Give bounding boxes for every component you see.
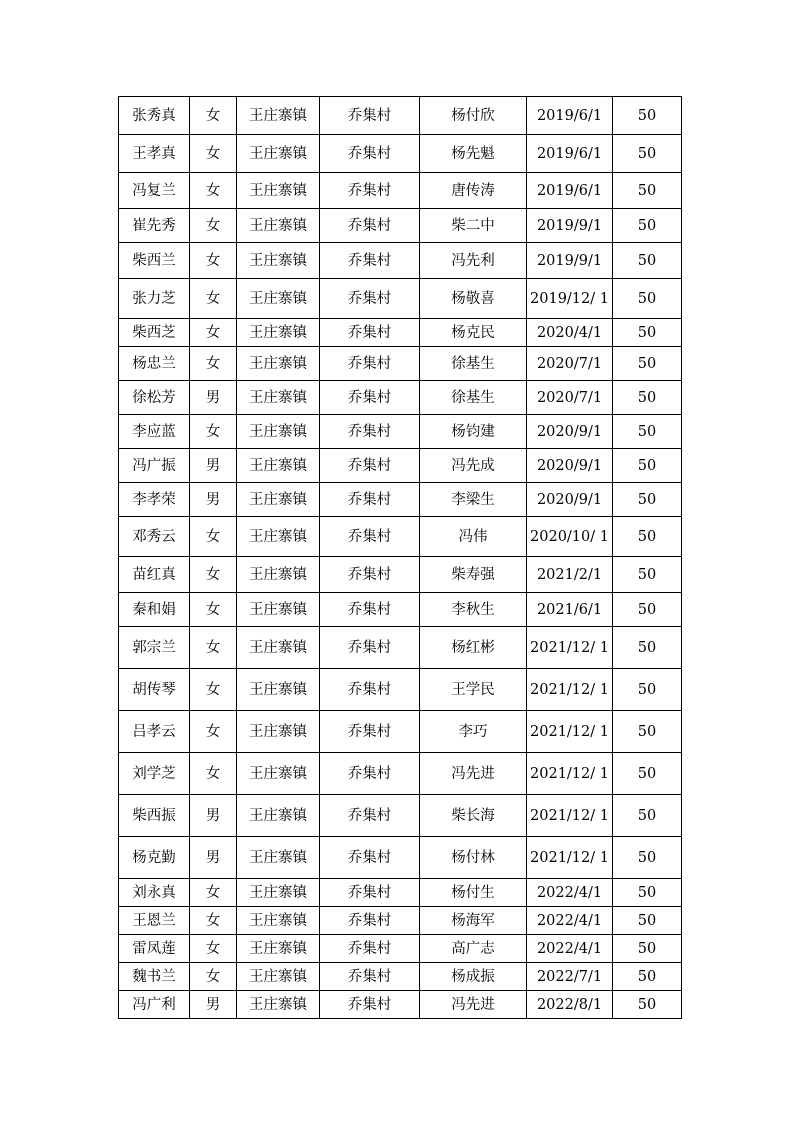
date-cell: 2019/9/1 [527, 243, 613, 279]
village-cell: 乔集村 [320, 837, 420, 879]
date-cell: 2020/9/1 [527, 415, 613, 449]
date-cell: 2021/12/ 1 [527, 753, 613, 795]
name-cell: 冯广振 [119, 449, 190, 483]
town-cell: 王庄寨镇 [237, 627, 320, 669]
town-cell: 王庄寨镇 [237, 753, 320, 795]
village-cell: 乔集村 [320, 347, 420, 381]
town-cell: 王庄寨镇 [237, 279, 320, 319]
town-cell: 王庄寨镇 [237, 935, 320, 963]
gender-cell: 女 [190, 319, 237, 347]
payer-cell: 杨红彬 [420, 627, 527, 669]
payer-cell: 杨付林 [420, 837, 527, 879]
village-cell: 乔集村 [320, 669, 420, 711]
town-cell: 王庄寨镇 [237, 449, 320, 483]
payer-cell: 杨成振 [420, 963, 527, 991]
amount-cell: 50 [613, 517, 682, 557]
village-cell: 乔集村 [320, 963, 420, 991]
name-cell: 张力芝 [119, 279, 190, 319]
name-cell: 崔先秀 [119, 209, 190, 243]
amount-cell: 50 [613, 173, 682, 209]
date-cell: 2022/4/1 [527, 935, 613, 963]
name-cell: 刘学芝 [119, 753, 190, 795]
payer-cell: 冯先利 [420, 243, 527, 279]
village-cell: 乔集村 [320, 279, 420, 319]
gender-cell: 女 [190, 517, 237, 557]
town-cell: 王庄寨镇 [237, 963, 320, 991]
table-row [119, 593, 682, 627]
gender-cell: 女 [190, 243, 237, 279]
town-cell: 王庄寨镇 [237, 795, 320, 837]
name-cell: 杨克勤 [119, 837, 190, 879]
gender-cell: 女 [190, 753, 237, 795]
village-cell: 乔集村 [320, 209, 420, 243]
village-cell: 乔集村 [320, 415, 420, 449]
village-cell: 乔集村 [320, 557, 420, 593]
town-cell: 王庄寨镇 [237, 173, 320, 209]
gender-cell: 男 [190, 483, 237, 517]
town-cell: 王庄寨镇 [237, 879, 320, 907]
name-cell: 冯复兰 [119, 173, 190, 209]
payer-cell: 杨付欣 [420, 97, 527, 135]
date-cell: 2021/12/ 1 [527, 669, 613, 711]
gender-cell: 女 [190, 593, 237, 627]
town-cell: 王庄寨镇 [237, 593, 320, 627]
date-cell: 2022/8/1 [527, 991, 613, 1019]
amount-cell: 50 [613, 243, 682, 279]
date-cell: 2020/7/1 [527, 347, 613, 381]
table-row [119, 483, 682, 517]
payer-cell: 高广志 [420, 935, 527, 963]
gender-cell: 女 [190, 173, 237, 209]
amount-cell: 50 [613, 593, 682, 627]
gender-cell: 女 [190, 935, 237, 963]
date-cell: 2019/6/1 [527, 135, 613, 173]
gender-cell: 女 [190, 669, 237, 711]
village-cell: 乔集村 [320, 517, 420, 557]
table-row [119, 279, 682, 319]
name-cell: 李孝荣 [119, 483, 190, 517]
town-cell: 王庄寨镇 [237, 483, 320, 517]
table-row [119, 907, 682, 935]
town-cell: 王庄寨镇 [237, 243, 320, 279]
amount-cell: 50 [613, 209, 682, 243]
name-cell: 秦和娟 [119, 593, 190, 627]
date-cell: 2021/12/ 1 [527, 627, 613, 669]
table-row [119, 935, 682, 963]
table-row [119, 517, 682, 557]
date-cell: 2022/4/1 [527, 879, 613, 907]
gender-cell: 女 [190, 415, 237, 449]
date-cell: 2022/4/1 [527, 907, 613, 935]
payer-cell: 杨海军 [420, 907, 527, 935]
table-row [119, 627, 682, 669]
payer-cell: 柴长海 [420, 795, 527, 837]
name-cell: 冯广利 [119, 991, 190, 1019]
village-cell: 乔集村 [320, 135, 420, 173]
amount-cell: 50 [613, 557, 682, 593]
name-cell: 李应蓝 [119, 415, 190, 449]
amount-cell: 50 [613, 381, 682, 415]
payer-cell: 冯先进 [420, 753, 527, 795]
town-cell: 王庄寨镇 [237, 135, 320, 173]
table-row [119, 879, 682, 907]
amount-cell: 50 [613, 963, 682, 991]
amount-cell: 50 [613, 449, 682, 483]
village-cell: 乔集村 [320, 243, 420, 279]
table-row [119, 837, 682, 879]
payer-cell: 杨先魁 [420, 135, 527, 173]
date-cell: 2020/9/1 [527, 449, 613, 483]
date-cell: 2022/7/1 [527, 963, 613, 991]
amount-cell: 50 [613, 483, 682, 517]
name-cell: 徐松芳 [119, 381, 190, 415]
payer-cell: 徐基生 [420, 381, 527, 415]
amount-cell: 50 [613, 347, 682, 381]
records-table [118, 96, 682, 1019]
date-cell: 2020/4/1 [527, 319, 613, 347]
town-cell: 王庄寨镇 [237, 319, 320, 347]
village-cell: 乔集村 [320, 935, 420, 963]
amount-cell: 50 [613, 907, 682, 935]
table-row [119, 243, 682, 279]
amount-cell: 50 [613, 669, 682, 711]
table-row [119, 173, 682, 209]
payer-cell: 冯先进 [420, 991, 527, 1019]
payer-cell: 柴寿强 [420, 557, 527, 593]
records-table-body [119, 97, 682, 1019]
village-cell: 乔集村 [320, 319, 420, 347]
amount-cell: 50 [613, 837, 682, 879]
town-cell: 王庄寨镇 [237, 991, 320, 1019]
name-cell: 柴西芝 [119, 319, 190, 347]
amount-cell: 50 [613, 415, 682, 449]
village-cell: 乔集村 [320, 97, 420, 135]
amount-cell: 50 [613, 627, 682, 669]
amount-cell: 50 [613, 795, 682, 837]
name-cell: 柴西兰 [119, 243, 190, 279]
date-cell: 2021/12/ 1 [527, 837, 613, 879]
payer-cell: 杨克民 [420, 319, 527, 347]
name-cell: 杨忠兰 [119, 347, 190, 381]
date-cell: 2020/7/1 [527, 381, 613, 415]
gender-cell: 女 [190, 907, 237, 935]
village-cell: 乔集村 [320, 449, 420, 483]
gender-cell: 女 [190, 135, 237, 173]
gender-cell: 女 [190, 711, 237, 753]
amount-cell: 50 [613, 279, 682, 319]
name-cell: 刘永真 [119, 879, 190, 907]
table-row [119, 795, 682, 837]
village-cell: 乔集村 [320, 593, 420, 627]
payer-cell: 冯伟 [420, 517, 527, 557]
payer-cell: 王学民 [420, 669, 527, 711]
village-cell: 乔集村 [320, 711, 420, 753]
village-cell: 乔集村 [320, 879, 420, 907]
name-cell: 郭宗兰 [119, 627, 190, 669]
table-row [119, 209, 682, 243]
town-cell: 王庄寨镇 [237, 347, 320, 381]
date-cell: 2019/6/1 [527, 173, 613, 209]
name-cell: 王恩兰 [119, 907, 190, 935]
gender-cell: 女 [190, 879, 237, 907]
payer-cell: 李秋生 [420, 593, 527, 627]
gender-cell: 女 [190, 97, 237, 135]
payer-cell: 杨钧建 [420, 415, 527, 449]
table-row [119, 711, 682, 753]
table-row [119, 991, 682, 1019]
date-cell: 2019/9/1 [527, 209, 613, 243]
payer-cell: 徐基生 [420, 347, 527, 381]
village-cell: 乔集村 [320, 381, 420, 415]
gender-cell: 女 [190, 627, 237, 669]
village-cell: 乔集村 [320, 753, 420, 795]
name-cell: 雷凤莲 [119, 935, 190, 963]
date-cell: 2020/9/1 [527, 483, 613, 517]
name-cell: 吕孝云 [119, 711, 190, 753]
name-cell: 柴西振 [119, 795, 190, 837]
town-cell: 王庄寨镇 [237, 415, 320, 449]
table-row [119, 97, 682, 135]
gender-cell: 女 [190, 557, 237, 593]
amount-cell: 50 [613, 879, 682, 907]
amount-cell: 50 [613, 319, 682, 347]
gender-cell: 男 [190, 381, 237, 415]
amount-cell: 50 [613, 711, 682, 753]
town-cell: 王庄寨镇 [237, 209, 320, 243]
date-cell: 2021/12/ 1 [527, 711, 613, 753]
payer-cell: 柴二中 [420, 209, 527, 243]
village-cell: 乔集村 [320, 795, 420, 837]
village-cell: 乔集村 [320, 907, 420, 935]
table-row [119, 963, 682, 991]
date-cell: 2021/2/1 [527, 557, 613, 593]
gender-cell: 女 [190, 279, 237, 319]
village-cell: 乔集村 [320, 991, 420, 1019]
name-cell: 苗红真 [119, 557, 190, 593]
village-cell: 乔集村 [320, 173, 420, 209]
payer-cell: 杨敬喜 [420, 279, 527, 319]
amount-cell: 50 [613, 935, 682, 963]
gender-cell: 男 [190, 991, 237, 1019]
town-cell: 王庄寨镇 [237, 907, 320, 935]
name-cell: 魏书兰 [119, 963, 190, 991]
date-cell: 2019/12/ 1 [527, 279, 613, 319]
gender-cell: 女 [190, 963, 237, 991]
town-cell: 王庄寨镇 [237, 97, 320, 135]
table-row [119, 347, 682, 381]
gender-cell: 男 [190, 837, 237, 879]
table-row [119, 449, 682, 483]
name-cell: 邓秀云 [119, 517, 190, 557]
amount-cell: 50 [613, 97, 682, 135]
town-cell: 王庄寨镇 [237, 557, 320, 593]
table-row [119, 669, 682, 711]
table-row [119, 415, 682, 449]
date-cell: 2021/12/ 1 [527, 795, 613, 837]
amount-cell: 50 [613, 991, 682, 1019]
gender-cell: 女 [190, 209, 237, 243]
payer-cell: 杨付生 [420, 879, 527, 907]
table-row [119, 557, 682, 593]
gender-cell: 女 [190, 347, 237, 381]
name-cell: 张秀真 [119, 97, 190, 135]
village-cell: 乔集村 [320, 627, 420, 669]
date-cell: 2020/10/ 1 [527, 517, 613, 557]
gender-cell: 男 [190, 449, 237, 483]
town-cell: 王庄寨镇 [237, 837, 320, 879]
town-cell: 王庄寨镇 [237, 669, 320, 711]
name-cell: 胡传琴 [119, 669, 190, 711]
name-cell: 王孝真 [119, 135, 190, 173]
amount-cell: 50 [613, 753, 682, 795]
date-cell: 2019/6/1 [527, 97, 613, 135]
gender-cell: 男 [190, 795, 237, 837]
table-row [119, 135, 682, 173]
village-cell: 乔集村 [320, 483, 420, 517]
table-row [119, 753, 682, 795]
town-cell: 王庄寨镇 [237, 711, 320, 753]
amount-cell: 50 [613, 135, 682, 173]
payer-cell: 唐传涛 [420, 173, 527, 209]
table-row [119, 381, 682, 415]
town-cell: 王庄寨镇 [237, 517, 320, 557]
town-cell: 王庄寨镇 [237, 381, 320, 415]
payer-cell: 冯先成 [420, 449, 527, 483]
payer-cell: 李巧 [420, 711, 527, 753]
table-row [119, 319, 682, 347]
payer-cell: 李梁生 [420, 483, 527, 517]
date-cell: 2021/6/1 [527, 593, 613, 627]
